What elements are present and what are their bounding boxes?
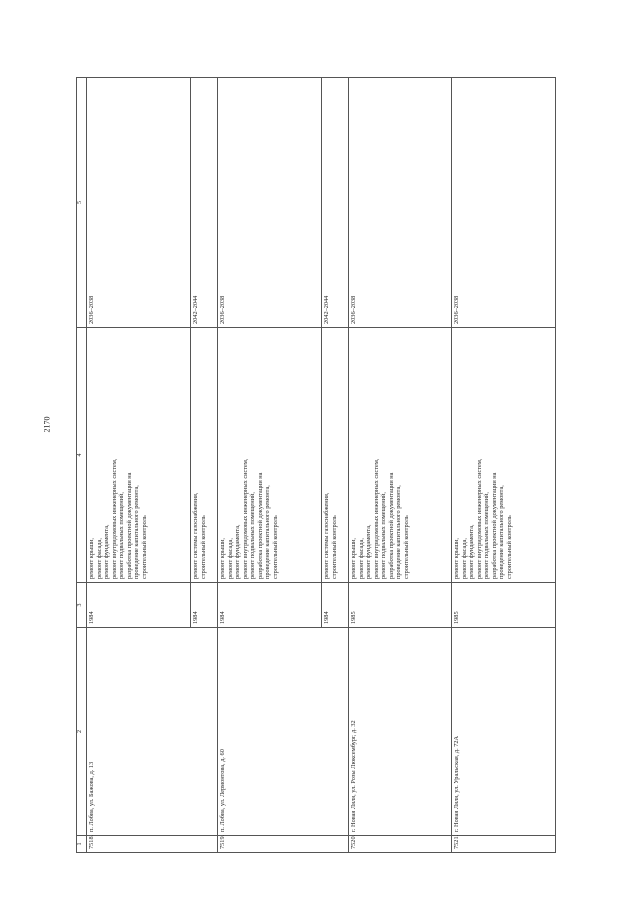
- row-period: 2036–2038: [349, 78, 452, 328]
- header-col-3: 3: [77, 583, 87, 628]
- row-period: 2042–2044: [322, 78, 349, 328]
- repair-schedule-table: [76, 77, 556, 853]
- row-build-year: 1984: [322, 583, 349, 628]
- row-work-list: ремонт крыши, ремонт фасада, ремонт фундамента, ремонт внутридомовых инженерных систем, ремонт подвальных помещений, разработка проектной документации на проведение капитального ремонта, строительный контроль: [452, 328, 556, 583]
- row-build-year: 1985: [349, 583, 452, 628]
- header-col-2: 2: [77, 628, 87, 836]
- page-number: 2170: [42, 416, 52, 433]
- row-build-year: 1984: [87, 583, 191, 628]
- header-col-5: 5: [77, 78, 87, 328]
- row-period: 2036–2038: [218, 78, 322, 328]
- row-period: 2036–2038: [87, 78, 191, 328]
- row-address: п. Лобва, ул. Бажова, д. 13: [87, 628, 218, 836]
- row-work-list: ремонт системы газоснабжения, строительный контроль: [322, 328, 349, 583]
- row-number: 7518.: [87, 836, 218, 853]
- rotated-table-container: [76, 78, 554, 853]
- header-row: [77, 78, 87, 853]
- header-col-1: 1: [77, 836, 87, 853]
- row-build-year: 1984: [218, 583, 322, 628]
- header-col-4: 4: [77, 328, 87, 583]
- table-row: [87, 78, 191, 853]
- row-build-year: 1984: [191, 583, 218, 628]
- row-address: г. Новая Ляля, ул. Розы Люксембург, д. 32: [349, 628, 452, 836]
- row-address: п. Лобва, ул. Лермонтова, д. 60: [218, 628, 349, 836]
- row-work-list: ремонт крыши, ремонт фасада, ремонт фундамента, ремонт внутридомовых инженерных систем, ремонт подвальных помещений, разработка проектной документации на проведение капитального ремонта, строительный контроль: [87, 328, 191, 583]
- row-period: 2036–2038: [452, 78, 556, 328]
- row-work-list: ремонт крыши, ремонт фасада, ремонт фундамента, ремонт внутридомовых инженерных систем, ремонт подвальных помещений, разработка проектной документации на проведение капитального ремонта, строительный контроль: [218, 328, 322, 583]
- row-work-list: ремонт крыши, ремонт фасада, ремонт фундамента, ремонт внутридомовых инженерных систем, ремонт подвальных помещений, разработка проектной документации на проведение капитального ремонта, строительный контроль: [349, 328, 452, 583]
- row-period: 2042–2044: [191, 78, 218, 328]
- table-row: [218, 78, 322, 853]
- row-build-year: 1985: [452, 583, 556, 628]
- row-address: г. Новая Ляля, ул. Уральская, д. 72А: [452, 628, 556, 836]
- row-work-list: ремонт системы газоснабжения, строительный контроль: [191, 328, 218, 583]
- row-number: 7521.: [452, 836, 556, 853]
- table-row: [349, 78, 452, 853]
- row-number: 7519.: [218, 836, 349, 853]
- row-number: 7520.: [349, 836, 452, 853]
- table-row: [452, 78, 556, 853]
